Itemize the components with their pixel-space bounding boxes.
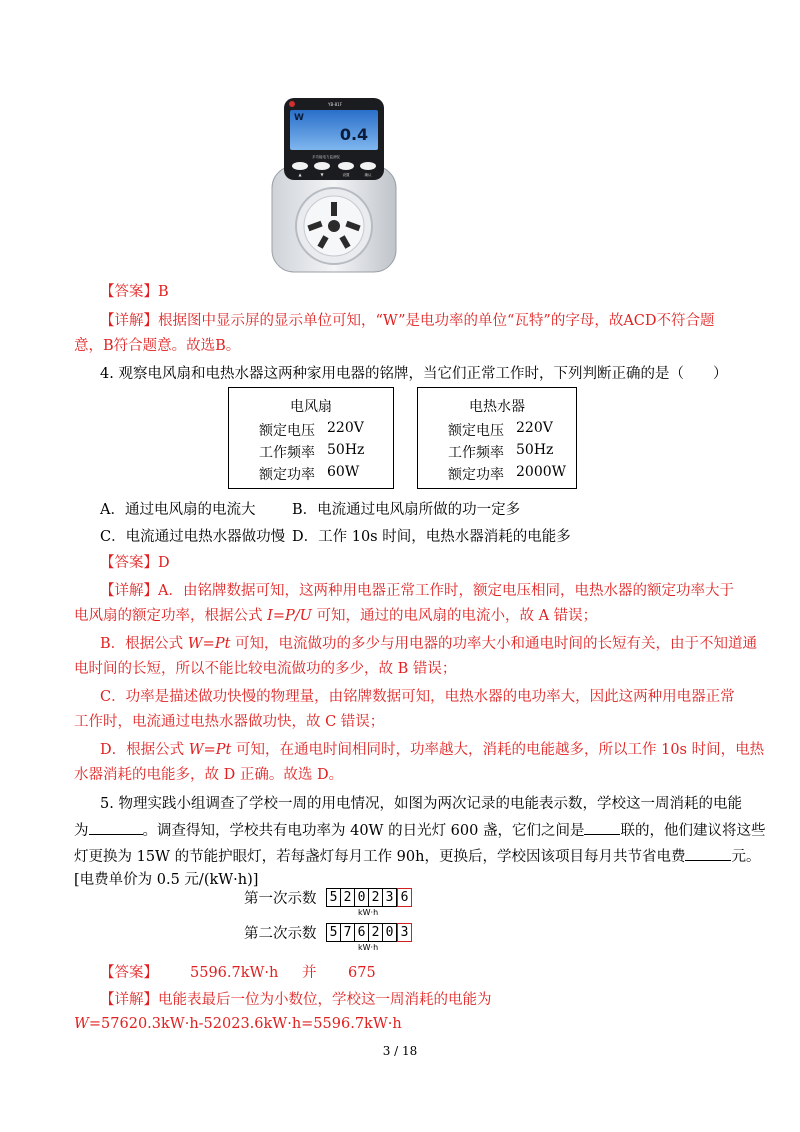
q4-option-c: C．电流通过电热水器做功慢 [100, 529, 286, 545]
btn-down-icon: ▼ [320, 172, 324, 177]
detail-text: 可知，通过的电风扇的电流小，故 A 错误； [311, 608, 598, 624]
formula-var: W [74, 1016, 89, 1032]
q4-detail-c1: C．功率是描述做功快慢的物理量，由铭牌数据可知，电热水器的电功率大，因此这两种用电器正常 [100, 689, 735, 705]
digit: 5 [327, 924, 341, 941]
row-key: 额定电压 [448, 423, 504, 439]
q4-option-d: D．工作 10s 时间，电热水器消耗的电能多 [292, 529, 571, 545]
page-sep: / [394, 1044, 399, 1058]
q4-detail-a1 [100, 581, 734, 601]
digit: 0 [383, 924, 397, 941]
digit: 5 [327, 889, 341, 906]
q3-answer [100, 282, 169, 302]
brand-label: YB-81F [328, 102, 343, 107]
heater-title: 电热水器 [469, 399, 525, 415]
q5-line3 [74, 846, 760, 867]
screen-reading: 0.4 [339, 125, 369, 144]
answer-tag: 【答案】 [100, 965, 158, 981]
page-total: 18 [402, 1044, 418, 1058]
detail-text: 电能表最后一位为小数位，学校这一周消耗的电能为 [158, 992, 492, 1008]
q5-line2 [74, 820, 765, 841]
answer-tag: 【答案】 [100, 555, 158, 571]
answer-blank [584, 820, 620, 835]
detail-text: 根据图中显示屏的显示单位可知，“W”是电功率的单位“瓦特”的字母，故ACD不符合题 [158, 313, 715, 329]
meter-label: 第一次示数 [244, 891, 317, 907]
q5-answer-3: 675 [348, 965, 376, 981]
digit: 2 [369, 889, 383, 906]
detail-text: =57620.3kW·h-52023.6kW·h=5596.7kW·h [88, 1016, 402, 1032]
q4-option-b: B．电流通过电风扇所做的功一定多 [292, 502, 521, 518]
meter-digits [326, 888, 412, 907]
power-meter-image [270, 96, 398, 274]
row-value: 2000W [516, 464, 567, 480]
q5-line1: 5. 物理实践小组调查了学校一周的用电情况，如图为两次记录的电能表示数，学校这一周消耗的电能 [100, 796, 742, 812]
page-current: 3 [382, 1044, 391, 1058]
answer-value: B [158, 284, 169, 300]
btn-set-label: 设置 [342, 173, 350, 177]
row-value: 50Hz [327, 442, 365, 458]
detail-text: D．根据公式 [100, 742, 189, 758]
meter-reading-1 [244, 887, 444, 917]
detail-tag: 【详解】 [100, 992, 158, 1008]
answer-blank [685, 846, 731, 861]
btn-ok-label: 确认 [364, 173, 372, 177]
q4-detail-c2: 工作时，电流通过电热水器做功快，故 C 错误； [74, 714, 385, 730]
fan-nameplate [228, 387, 394, 489]
row-key: 额定功率 [259, 467, 315, 483]
digit: 7 [341, 924, 355, 941]
stem-text: 。调查得知，学校共有电功率为 40W 的日光灯 600 盏，它们之间是 [142, 823, 585, 839]
q4-detail-b2: 电时间的长短，所以不能比较电流做功的多少，故 B 错误； [74, 661, 457, 677]
digit: 2 [341, 889, 355, 906]
detail-text: 可知，在通电时间相同时，功率越大，消耗的电能越多，所以工作 10s 时间，电热 [231, 742, 765, 758]
q4-detail-a2 [74, 606, 597, 626]
stem-text: 元。 [731, 849, 761, 865]
q4-detail-b1 [100, 634, 757, 654]
meter-unit: kW·h [358, 943, 379, 952]
stem-text: 联的，他们建议将这些 [620, 823, 766, 839]
power-meter-illustration [270, 96, 398, 274]
detail-tag: 【详解】 [100, 583, 158, 599]
panel-text: 多功能电力监测仪 [312, 155, 340, 159]
digit: 2 [369, 924, 383, 941]
q4-detail-d1 [100, 740, 764, 760]
q4-option-a: A．通过电风扇的电流大 [100, 502, 256, 518]
formula: W=Pt [187, 636, 231, 652]
q5-answer [100, 963, 158, 983]
row-key: 额定电压 [259, 423, 315, 439]
heater-nameplate [417, 387, 577, 489]
digit: 3 [383, 889, 397, 906]
q5-line4: [电费单价为 0.5 元/(kW·h)] [74, 872, 259, 888]
answer-blank [89, 820, 143, 835]
q3-detail-line1 [100, 311, 715, 331]
detail-text: B．根据公式 [100, 636, 188, 652]
detail-text: A．由铭牌数据可知，这两种用电器正常工作时，额定电压相同，电热水器的额定功率大于 [158, 583, 734, 599]
digit: 6 [355, 924, 369, 941]
detail-text: 电风扇的额定功率，根据公式 [74, 608, 268, 624]
digit: 0 [355, 889, 369, 906]
row-value: 220V [327, 420, 364, 436]
row-value: 60W [327, 464, 360, 480]
q3-detail-line2: 意，B符合题意。故选B。 [74, 338, 241, 354]
detail-text: 可知，电流做功的多少与用电器的功率大小和通电时间的长短有关，由于不知道通 [230, 636, 758, 652]
meter-digits [326, 923, 412, 942]
formula: I=P/U [267, 608, 312, 624]
decimal-digit: 6 [397, 888, 412, 907]
row-key: 工作频率 [259, 445, 315, 461]
stem-text: 灯更换为 15W 的节能护眼灯，若每盏灯每月工作 90h，更换后，学校因该项目每月共节省电费 [74, 849, 686, 865]
screen-unit: W [294, 113, 304, 123]
answer-value: D [158, 555, 170, 571]
fan-title: 电风扇 [290, 399, 332, 415]
answer-tag: 【答案】 [100, 284, 158, 300]
q5-detail-line2 [74, 1014, 402, 1034]
q4-detail-d2: 水器消耗的电能多，故 D 正确。故选 D。 [74, 767, 344, 783]
meter-reading-2 [244, 922, 444, 952]
q4-stem: 4. 观察电风扇和电热水器这两种家用电器的铭牌，当它们正常工作时，下列判断正确的是（ ） [100, 366, 728, 382]
q5-detail-line1 [100, 990, 492, 1010]
detail-tag: 【详解】 [100, 313, 158, 329]
row-key: 额定功率 [448, 467, 504, 483]
stem-text: 为 [74, 823, 89, 839]
q4-answer [100, 553, 170, 573]
q5-answer-1: 5596.7kW·h [190, 965, 279, 981]
row-value: 220V [516, 420, 553, 436]
row-key: 工作频率 [448, 445, 504, 461]
formula: W=Pt [188, 742, 232, 758]
page-number [0, 1044, 800, 1058]
btn-up-icon: ▲ [298, 172, 302, 177]
meter-unit: kW·h [358, 908, 379, 917]
decimal-digit: 3 [397, 923, 412, 942]
row-value: 50Hz [516, 442, 554, 458]
meter-label: 第二次示数 [244, 926, 317, 942]
q5-answer-2: 并 [302, 965, 317, 981]
